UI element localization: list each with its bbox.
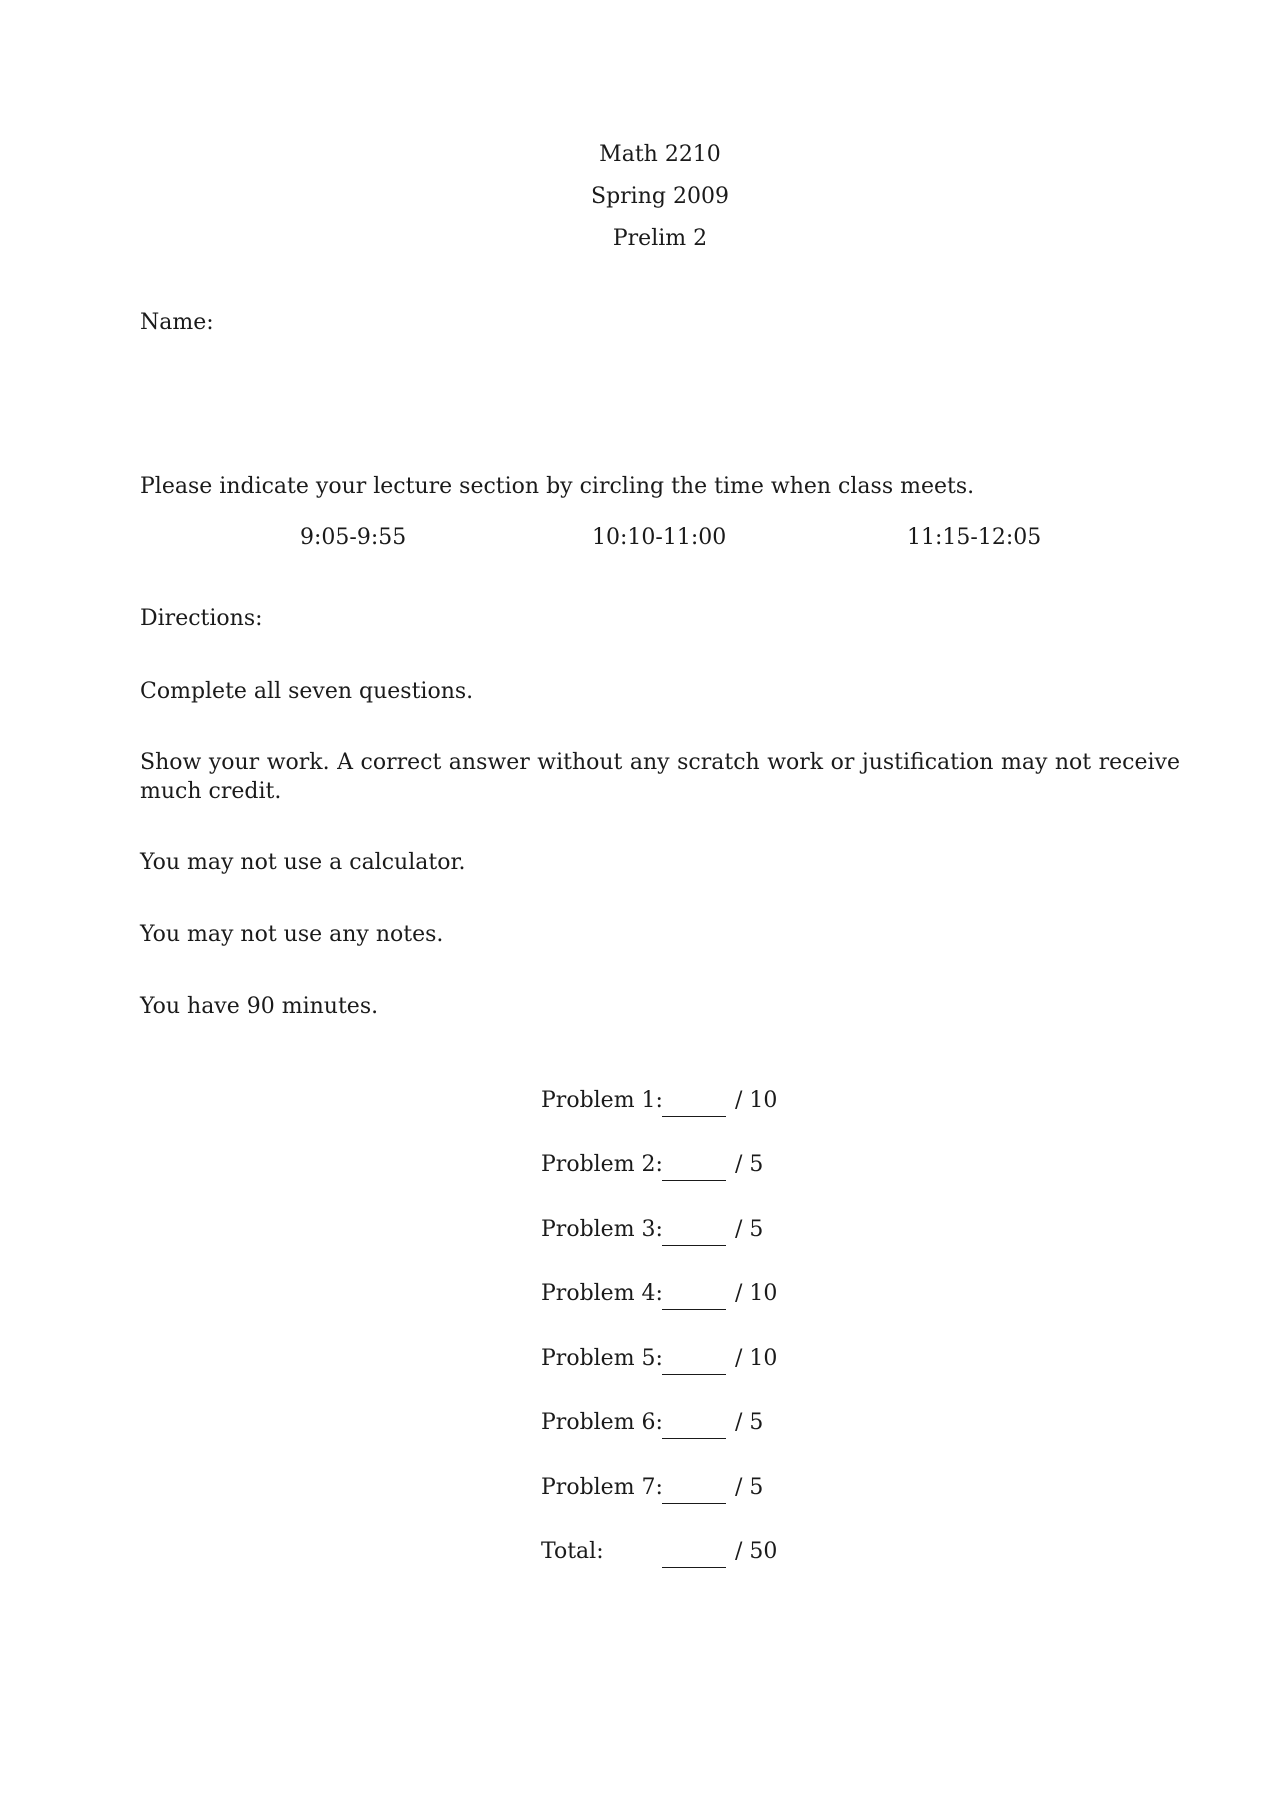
score-blank xyxy=(662,1309,726,1310)
score-row xyxy=(541,1281,801,1311)
exam-title: Prelim 2 xyxy=(612,226,708,251)
term-label: Spring 2009 xyxy=(591,184,729,209)
section-prompt: Please indicate your lecture section by circling the time when class meets. xyxy=(140,474,975,499)
section-time-option: 9:05-9:55 xyxy=(300,525,407,550)
score-max: / 10 xyxy=(735,1281,778,1306)
score-max: / 10 xyxy=(735,1346,778,1371)
score-row xyxy=(541,1410,801,1440)
score-blank xyxy=(662,1116,726,1117)
score-row xyxy=(541,1217,801,1247)
direction-item: You may not use any notes. xyxy=(140,922,444,947)
score-row xyxy=(541,1346,801,1376)
score-max: / 5 xyxy=(735,1410,764,1435)
section-time-option: 11:15-12:05 xyxy=(907,525,1042,550)
course-title: Math 2210 xyxy=(599,142,721,167)
score-label: Problem 1: xyxy=(541,1088,663,1113)
direction-item: Show your work. A correct answer without any scratch work or justification may not receive much credit. xyxy=(140,750,1180,804)
score-label: Problem 7: xyxy=(541,1475,663,1500)
score-label: Problem 5: xyxy=(541,1346,663,1371)
section-time-option: 10:10-11:00 xyxy=(592,525,727,550)
score-row xyxy=(541,1152,801,1182)
score-max: / 10 xyxy=(735,1088,778,1113)
score-max: / 5 xyxy=(735,1475,764,1500)
score-max: / 5 xyxy=(735,1217,764,1242)
score-row xyxy=(541,1475,801,1505)
direction-item: You have 90 minutes. xyxy=(140,994,379,1019)
name-label: Name: xyxy=(140,310,214,335)
score-row xyxy=(541,1088,801,1118)
score-blank xyxy=(662,1567,726,1568)
score-label: Problem 3: xyxy=(541,1217,663,1242)
direction-item: Complete all seven questions. xyxy=(140,679,474,704)
score-blank xyxy=(662,1438,726,1439)
score-blank xyxy=(662,1374,726,1375)
score-max: / 50 xyxy=(735,1539,778,1564)
score-max: / 5 xyxy=(735,1152,764,1177)
score-label: Total: xyxy=(541,1539,604,1564)
score-blank xyxy=(662,1503,726,1504)
score-label: Problem 6: xyxy=(541,1410,663,1435)
direction-item: You may not use a calculator. xyxy=(140,850,466,875)
score-label: Problem 2: xyxy=(541,1152,663,1177)
score-label: Problem 4: xyxy=(541,1281,663,1306)
score-blank xyxy=(662,1180,726,1181)
score-row-total xyxy=(541,1539,801,1569)
score-blank xyxy=(662,1245,726,1246)
directions-heading: Directions: xyxy=(140,606,263,631)
